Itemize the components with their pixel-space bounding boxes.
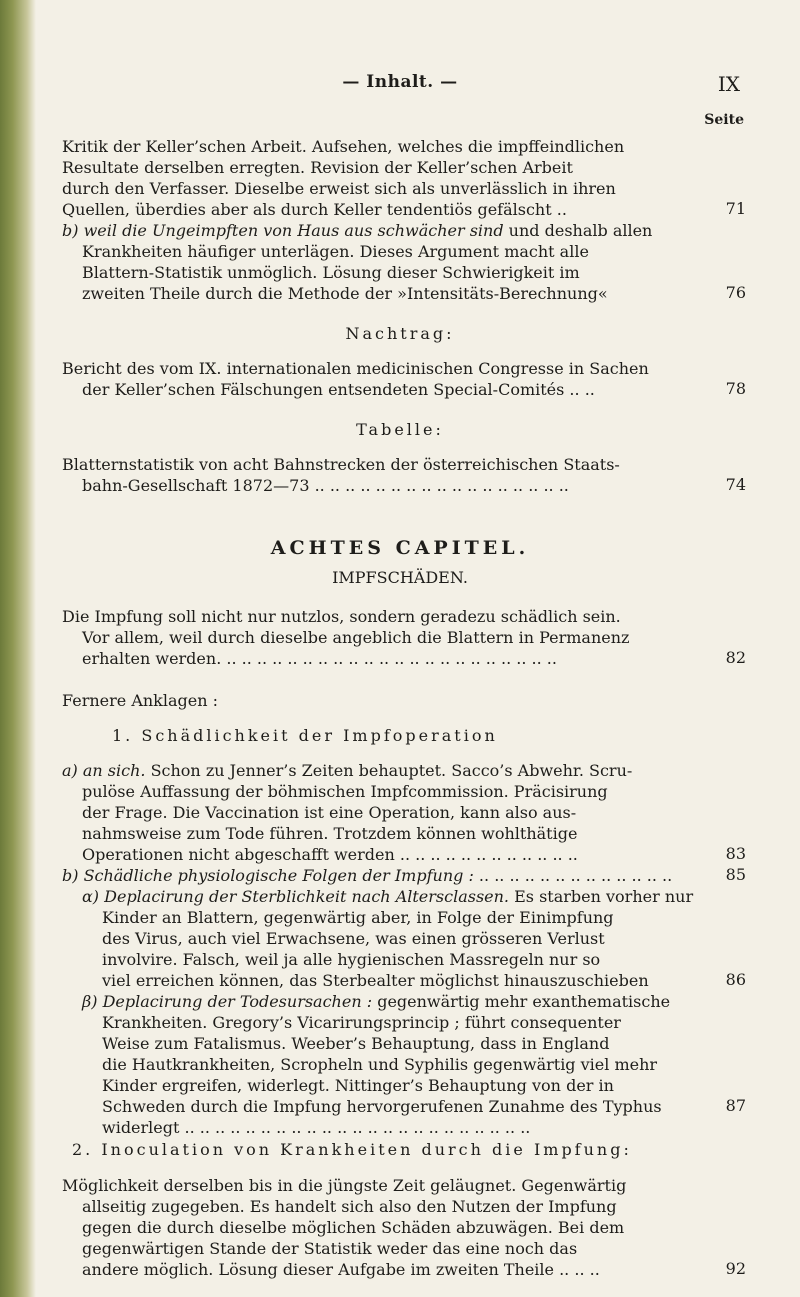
page-ref-82: 82: [725, 648, 746, 667]
section-2-heading: 2. Inoculation von Krankheiten durch die Impfung:: [72, 1140, 632, 1159]
scan-edge: [0, 0, 36, 1297]
seite-label: Seite: [704, 112, 744, 128]
page-ref-86: 86: [725, 970, 746, 989]
running-title: — Inhalt. —: [342, 72, 458, 92]
toc-entry-tabelle: Blatternstatistik von acht Bahnstrecken der österreichischen Staats- bahn-Gesellschaft 1872—73 .. .. .. .. .. .. .. .. .. .. .. .. .. .. .. .. ..: [62, 455, 620, 495]
page-header: [0, 72, 800, 96]
page-ref-78: 78: [725, 379, 746, 398]
toc-entry-inoculation: Möglichkeit derselben bis in die jüngste Zeit geläugnet. Gegenwärtig allseitig zugegeben. Es handelt sich also den Nutzen der Impfung gegen die durch dieselbe möglichen Schäden abzuwägen. Bei dem gegenwärtigen Stande der Statistik weder das eine noch das andere möglich. Lösung dieser Aufgabe im zweiten Theile .. .. ..: [62, 1176, 627, 1279]
page-ref-83: 83: [725, 844, 746, 863]
fernere-anklagen: Fernere Anklagen :: [62, 691, 219, 710]
toc-entry-alpha: α) Deplacirung der Sterblichkeit nach Altersclassen. Es starben vorher nur Kinder an Blattern, gegenwärtig aber, in Folge der Einimpfung des Virus, auch viel Erwachsene, was einen grösseren Verlust involvire. Falsch, weil ja alle hygienischen Massregeln nur so viel erreichen können, das Sterbealter möglichst hinauszuschieben: [82, 887, 694, 990]
section-1-heading: 1. Schädlichkeit der Impfoperation: [112, 726, 498, 745]
toc-entry-bericht: Bericht des vom IX. internationalen medicinischen Congresse in Sachen der Keller’schen Fälschungen entsendeten Special-Comités .. ..: [62, 359, 649, 399]
toc-entry-a: a) an sich. Schon zu Jenner’s Zeiten behauptet. Sacco’s Abwehr. Scru- pulöse Auffassung der böhmischen Impfcommission. Präcisirung der Frage. Die Vaccination ist eine Operation, kann also aus- nahmsweise zum Tode führen. Trotzdem können wohlthätige Operationen nicht abgeschafft werden .. .. .. .. .. .. .. .. .. .. .. ..: [62, 761, 633, 864]
page-ref-92: 92: [725, 1259, 746, 1278]
tabelle-heading: Tabelle:: [356, 420, 444, 439]
toc-entry-beta: β) Deplacirung der Todesursachen : gegenwärtig mehr exanthematische Krankheiten. Gregory’s Vicarirungsprincip ; führt consequenter Weise zum Fatalismus. Weeber’s Behauptung, dass in England die Hautkrankheiten, Scropheln und Syphilis gegenwärtig viel mehr Kinder ergreifen, widerlegt. Nittinger’s Behauptung von der in Schweden durch die Impfung hervorgerufenen Zunahme des Typhus widerlegt .. .. .. .. .. .. .. .. .. .. .. .. .. .. .. .. .. .. .. .. .. .. ..: [82, 992, 671, 1137]
toc-entry-ungeimpften: b) weil die Ungeimpften von Haus aus schwächer sind und deshalb allen Krankheiten häufiger unterlägen. Dieses Argument macht alle Blattern-Statistik unmöglich. Lösung dieser Schwierigkeit im zweiten Theile durch die Methode der »Intensitäts-Berechnung«: [62, 221, 653, 303]
toc-entry-b: b) Schädliche physiologische Folgen der Impfung : .. .. .. .. .. .. .. .. .. .. .. .. ..: [62, 866, 673, 885]
page-number: IX: [717, 72, 740, 96]
chapter-subtitle: IMPFSCHÄDEN.: [332, 568, 468, 587]
toc-entry-kritik: Kritik der Keller’schen Arbeit. Aufsehen, welches die impffeindlichen Resultate derselben erregten. Revision der Keller’schen Arbeit durch den Verfasser. Dieselbe erweist sich als unverlässlich in ihren Quellen, überdies aber als durch Keller tendentiös gefälscht ..: [62, 137, 625, 219]
page-ref-74: 74: [725, 475, 746, 494]
page-ref-85: 85: [725, 865, 746, 884]
nachtrag-heading: Nachtrag:: [345, 324, 455, 343]
page-ref-71: 71: [725, 199, 746, 218]
page-ref-87: 87: [725, 1096, 746, 1115]
toc-entry-intro: Die Impfung soll nicht nur nutzlos, sondern geradezu schädlich sein. Vor allem, weil durch dieselbe angeblich die Blattern in Permanenz erhalten werden. .. .. .. .. .. .. .. .. .. .. .. .. .. .. .. .. .. .. .. .. .. ..: [62, 607, 630, 668]
page-ref-76: 76: [725, 283, 746, 302]
chapter-title: ACHTES CAPITEL.: [270, 537, 530, 559]
